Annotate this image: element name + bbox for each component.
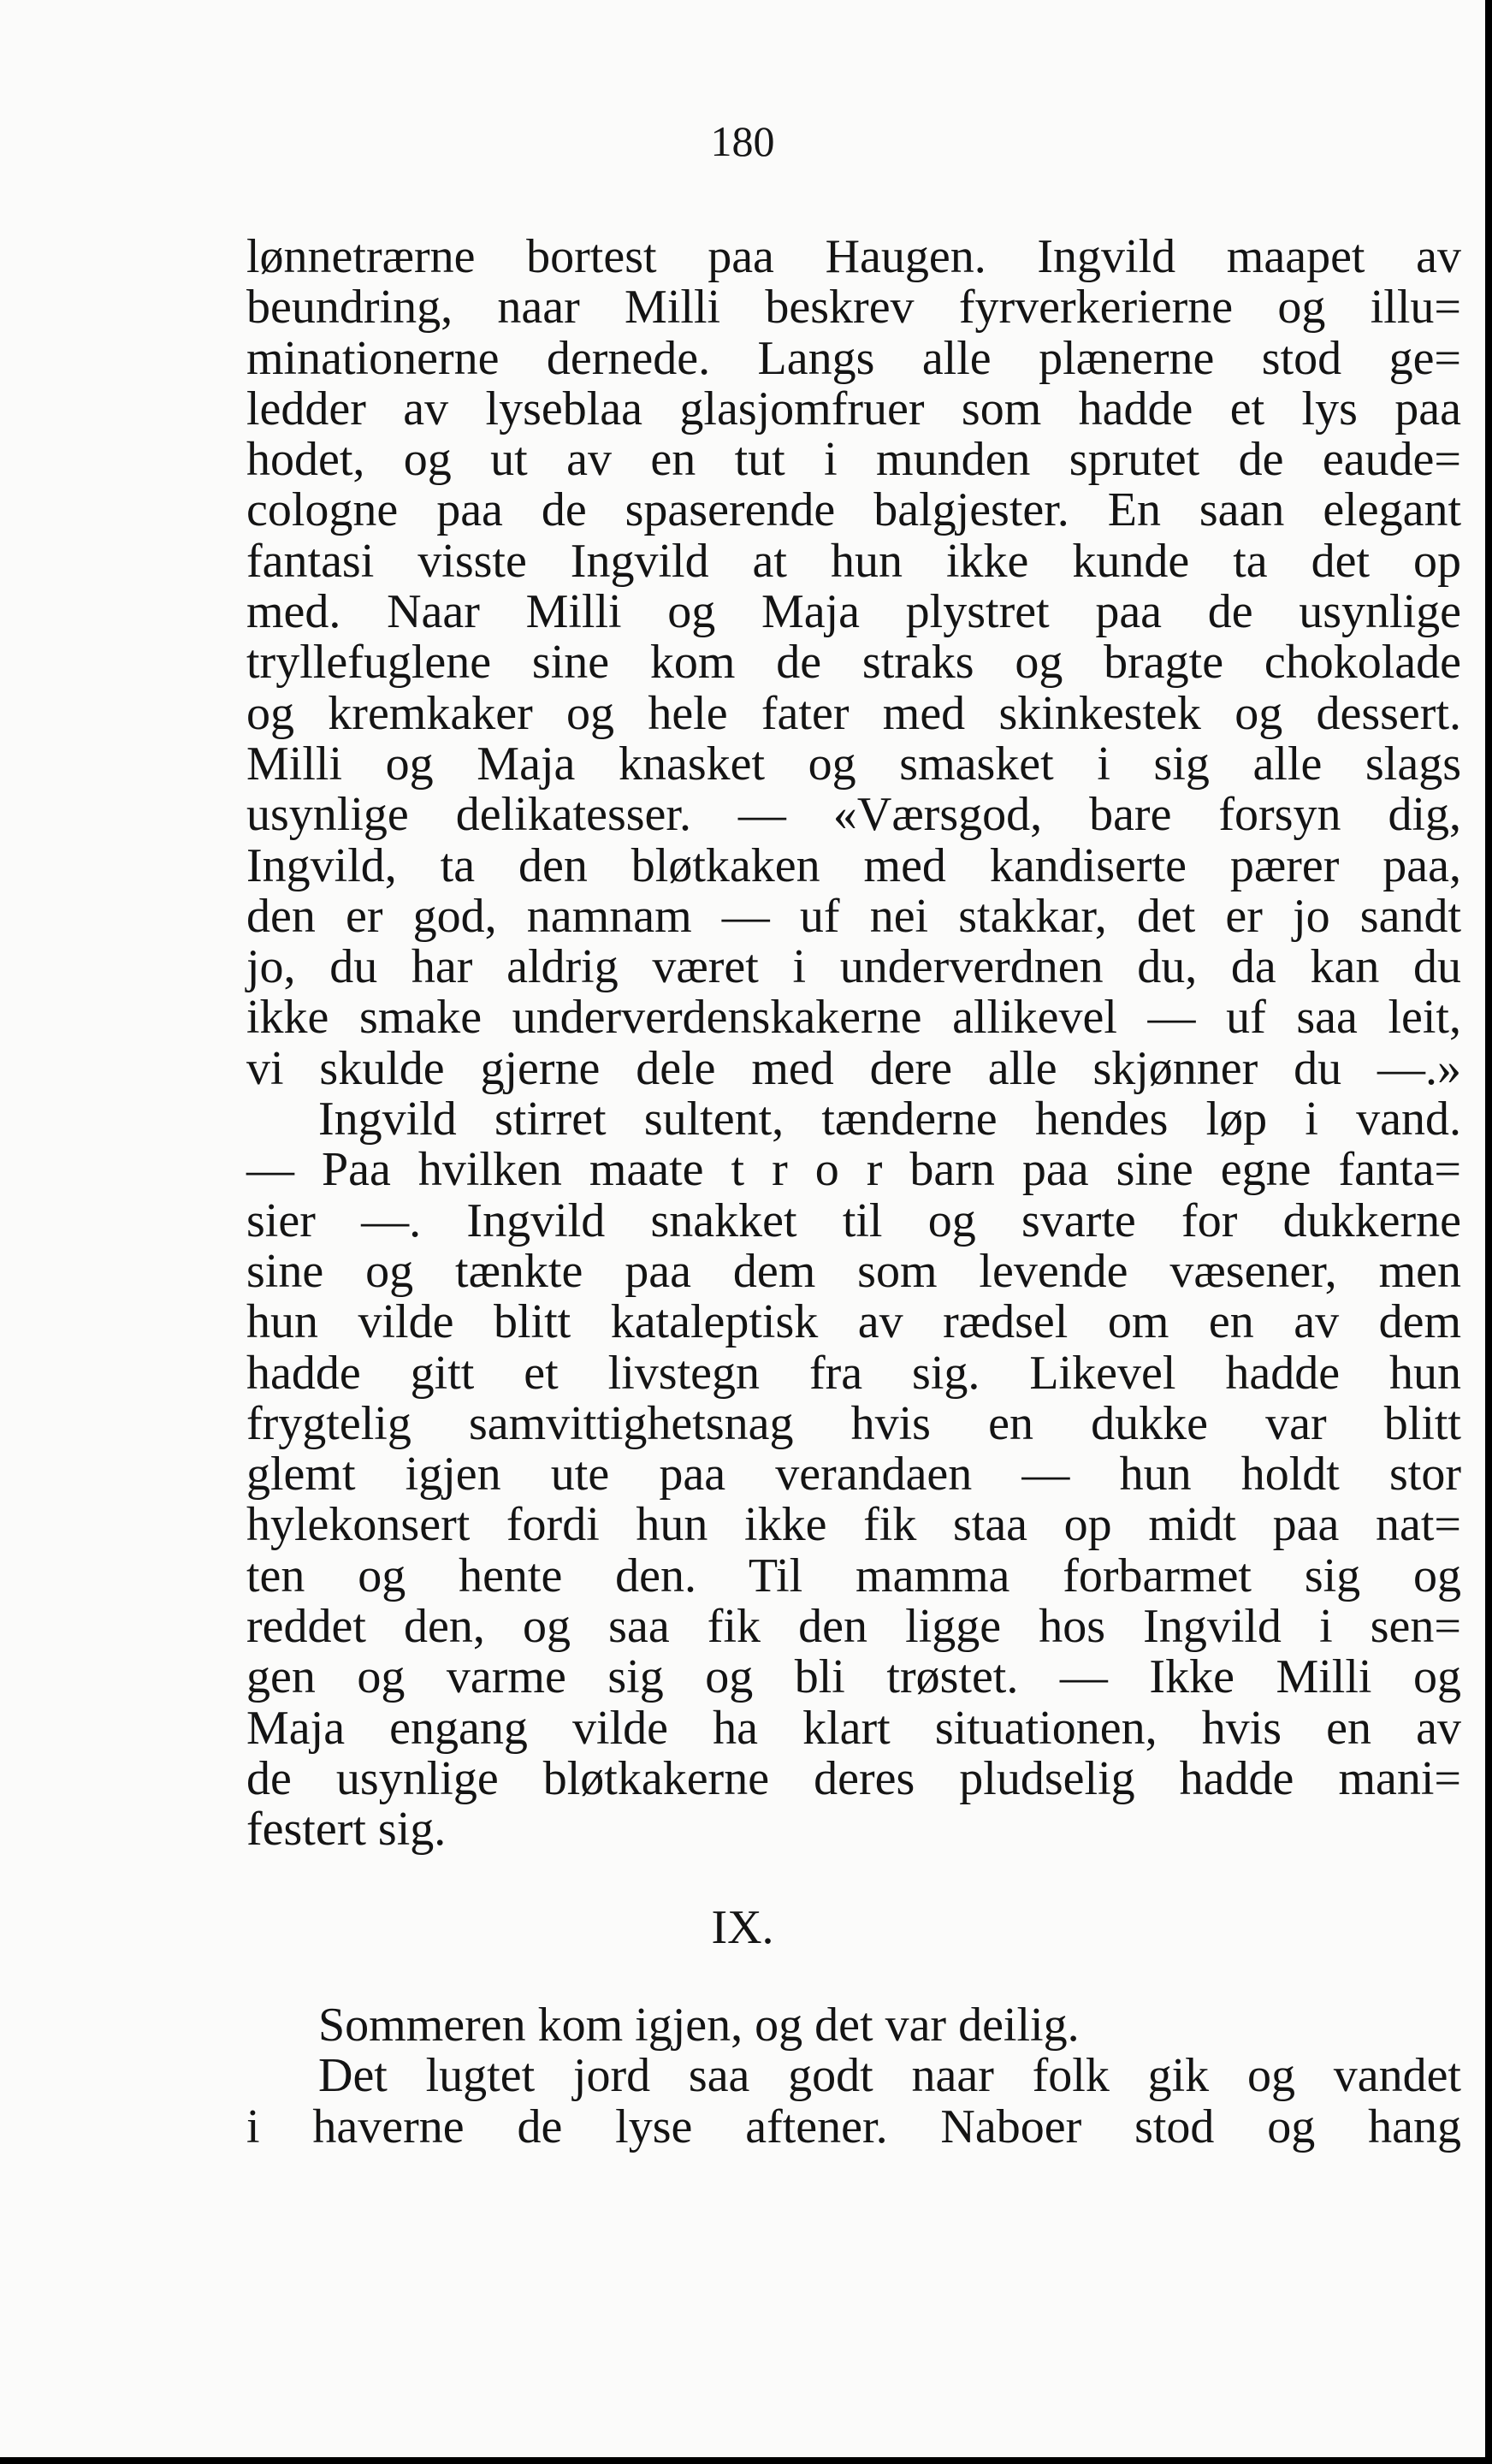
text-line: med. Naar Milli og Maja plystret paa de usynlige <box>246 585 1461 639</box>
text-line: ikke smake underverdenskakerne allikevel — uf saa leit, <box>246 991 1461 1045</box>
text-line: hylekonsert fordi hun ikke fik staa op midt paa nat= <box>246 1498 1461 1552</box>
text-line: sine og tænkte paa dem som levende væsener, men <box>246 1244 1461 1298</box>
text-line: Det lugtet jord saa godt naar folk gik og vandet <box>318 2049 1461 2103</box>
text-line: Ingvild stirret sultent, tænderne hendes løp i vand. <box>318 1093 1461 1146</box>
text-line: cologne paa de spaserende balgjester. En saan elegant <box>246 483 1461 537</box>
text-line: i haverne de lyse aftener. Naboer stod og hang <box>246 2100 1461 2153</box>
text-line: lønnetrærne bortest paa Haugen. Ingvild maapet av <box>246 230 1461 283</box>
text-line: Milli og Maja knasket og smasket i sig alle slags <box>246 737 1461 791</box>
text-line: reddet den, og saa fik den ligge hos Ingvild i sen= <box>246 1600 1461 1654</box>
page-number: 180 <box>710 117 775 165</box>
text-line: vi skulde gjerne dele med dere alle skjønner du —.» <box>246 1041 1461 1095</box>
text-line: beundring, naar Milli beskrev fyrverkerierne og illu= <box>246 281 1461 335</box>
text-line: ledder av lyseblaa glasjomfruer som hadde et lys paa <box>246 382 1461 435</box>
chapter-text <box>246 232 1461 1856</box>
text-line: den er god, namnam — uf nei stakkar, det er jo sandt <box>246 889 1461 943</box>
text-line: Maja engang vilde ha klart situationen, hvis en av <box>246 1701 1461 1755</box>
text-line: de usynlige bløtkakerne deres pludselig hadde mani= <box>246 1751 1461 1805</box>
text-line: gen og varme sig og bli trøstet. — Ikke Milli og <box>246 1650 1461 1704</box>
text-line: tryllefuglene sine kom de straks og bragte chokolade <box>246 636 1461 690</box>
text-line: festert sig. <box>246 1803 447 1857</box>
text-line: hadde gitt et livstegn fra sig. Likevel hadde hun <box>246 1346 1461 1400</box>
section-text <box>246 2000 1461 2153</box>
text-line: hodet, og ut av en tut i munden sprutet de eaude= <box>246 433 1461 487</box>
section-heading: IX. <box>711 1901 774 1954</box>
text-line: — Paa hvilken maate t r o r barn paa sine egne fanta= <box>246 1143 1461 1197</box>
text-line: og kremkaker og hele fater med skinkestek og dessert. <box>246 686 1461 740</box>
text-line: minationerne dernede. Langs alle plænerne stod ge= <box>246 331 1461 385</box>
text-line: sier —. Ingvild snakket til og svarte for dukkerne <box>246 1194 1461 1247</box>
text-line: jo, du har aldrig været i underverdnen du, da kan du <box>246 940 1461 994</box>
text-line: ten og hente den. Til mamma forbarmet sig og <box>246 1549 1461 1602</box>
text-line: fantasi visste Ingvild at hun ikke kunde ta det op <box>246 534 1461 588</box>
text-line: usynlige delikatesser. — «Værsgod, bare forsyn dig, <box>246 788 1461 842</box>
text-line: glemt igjen ute paa verandaen — hun holdt stor <box>246 1448 1461 1502</box>
text-line: Sommeren kom igjen, og det var deilig. <box>318 1999 1080 2052</box>
text-line: frygtelig samvittighetsnag hvis en dukke var blitt <box>246 1396 1461 1450</box>
text-line: hun vilde blitt kataleptisk av rædsel om en av dem <box>246 1295 1461 1349</box>
text-line: Ingvild, ta den bløtkaken med kandiserte pærer paa, <box>246 838 1461 892</box>
